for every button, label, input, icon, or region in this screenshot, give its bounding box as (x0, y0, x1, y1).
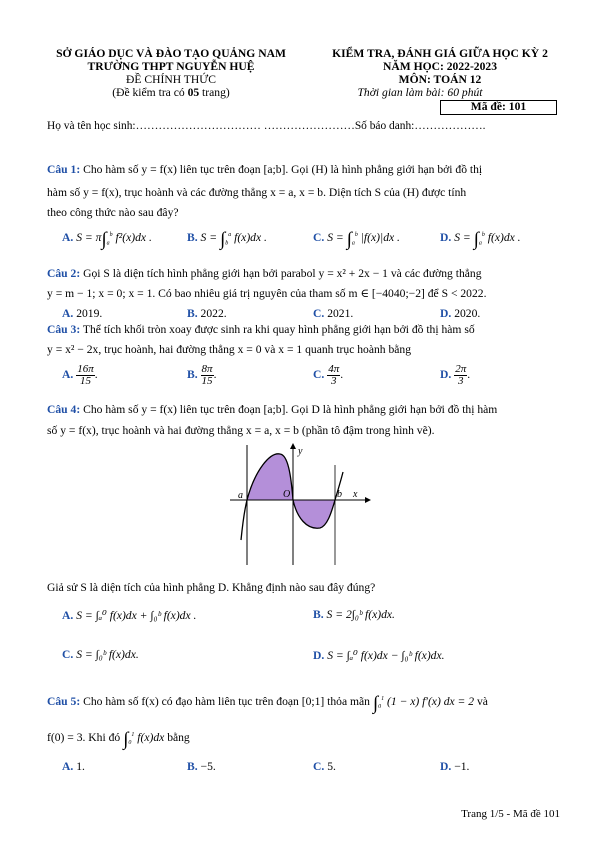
q3-option-c[interactable]: C. $\frac{4\pi}{3}$ . (313, 363, 344, 387)
q5-option-c[interactable]: C. 5. (313, 760, 336, 773)
exam-title: KIỂM TRA, ĐÁNH GIÁ GIỮA HỌC KỲ 2 (332, 47, 548, 60)
q2-option-d[interactable]: D. 2020. (440, 307, 481, 320)
question-5-line-2: f(0) = 3. Khi đó $\int_0^1$ f(x)dx bằng (47, 728, 190, 750)
q3-option-d[interactable]: D. $\frac{2\pi}{3}$ . (440, 363, 471, 387)
y-axis-label: y (298, 446, 303, 457)
school-year: NĂM HỌC: 2022-2023 (383, 60, 497, 73)
q2-option-b[interactable]: B. 2022. (187, 307, 227, 320)
subject: MÔN: TOÁN 12 (398, 73, 482, 86)
question-2-line-1: Gọi S là diện tích hình phẳng giới hạn bởi parabol y = x² + 2x − 1 và các đường thẳng (83, 267, 482, 280)
q1-option-a[interactable]: A. $S = \pi\int_a^b$ f²(x)dx . (62, 229, 152, 250)
question-3-label: Câu 3: (47, 323, 81, 336)
integral-sign: ∫ (101, 229, 107, 250)
question-3-line-2: y = x² − 2x, trục hoành, hai đường thẳng x = 0 và x = 1 quanh trục hoành bằng (47, 343, 412, 356)
integral-sign: ∫ (219, 229, 226, 250)
question-5: Câu 5: Cho hàm số f(x) có đạo hàm liên tục trên đoạn [0;1] thỏa mãn $\int_0^1$ (1 − x) f′(x) dx = 2 và (47, 692, 488, 714)
question-1-line-2: hàm số y = f(x), trục hoành và các đường thẳng x = a, x = b. Diện tích S của (H) được tính (47, 186, 467, 199)
q4-option-a[interactable]: A. S = ∫ₐ⁰ f(x)dx + ∫₀ᵇ f(x)dx . (62, 609, 197, 622)
integral-sign: ∫ (123, 728, 129, 750)
q4-option-d[interactable]: D. S = ∫ₐ⁰ f(x)dx − ∫₀ᵇ f(x)dx. (313, 649, 445, 662)
question-2-label: Câu 2: (47, 267, 81, 280)
q4-option-b[interactable]: B. S = 2∫₀ᵇ f(x)dx. (313, 608, 395, 621)
question-1-line-3: theo công thức nào sau đây? (47, 206, 179, 219)
x-axis-label: x (353, 489, 358, 500)
q1-option-b[interactable]: B. $S = \int_b^a$ f(x)dx . (187, 229, 267, 250)
q1-option-c[interactable]: C. $S = \int_a^b$ |f(x)|dx . (313, 229, 400, 250)
shaded-region-right (293, 500, 335, 528)
question-4-line-2: số y = f(x), trục hoành và hai đường thẳng x = a, x = b (phần tô đậm trong hình vẽ). (47, 424, 435, 437)
question-4 (47, 400, 567, 420)
exam-code-box: Mã đề: 101 (440, 100, 557, 115)
q3-option-b[interactable]: B. $\frac{8\pi}{15}$ . (187, 363, 217, 387)
q5-option-b[interactable]: B. −5. (187, 760, 216, 773)
question-3-line-1: Thể tích khối tròn xoay được sinh ra khi quay hình phẳng giới hạn bởi đồ thị hàm số (82, 323, 475, 336)
question-1-line-1: Cho hàm số y = f(x) liên tục trên đoạn [a;b]. Gọi (H) là hình phẳng giới hạn bởi đồ thị (83, 163, 483, 176)
question-2 (47, 264, 567, 284)
question-2-line-2: y = m − 1; x = 0; x = 1. Có bao nhiêu giá trị nguyên của tham số m ∈ [−4040;−2] để S < 2022. (47, 287, 487, 300)
q5-option-d[interactable]: D. −1. (440, 760, 470, 773)
q2-option-a[interactable]: A. 2019. (62, 307, 103, 320)
question-3 (47, 320, 567, 340)
student-info-line: Họ và tên học sinh:…………………………… ……………………Số báo danh:………………. (47, 120, 486, 132)
origin-label: O (283, 489, 291, 500)
question-1-label: Câu 1: (47, 163, 81, 176)
question-5-label: Câu 5: (47, 694, 81, 708)
school-name: TRƯỜNG THPT NGUYỄN HUỆ (87, 60, 255, 73)
a-label: a (238, 490, 243, 501)
school-department: SỞ GIÁO DỤC VÀ ĐÀO TẠO QUẢNG NAM (56, 47, 286, 60)
page-count-note: (Đề kiểm tra có 05 trang) (112, 86, 230, 99)
time-limit: Thời gian làm bài: 60 phút (357, 86, 483, 99)
function-graph (225, 440, 375, 570)
integral-sign: ∫ (372, 692, 379, 714)
question-4-line-1: Cho hàm số y = f(x) liên tục trên đoạn [a;b]. Gọi D là hình phẳng giới hạn bởi đồ thị hàm (83, 403, 498, 416)
q1-option-d[interactable]: D. $S = \int_a^b$ f(x)dx . (440, 229, 521, 250)
question-4-label: Câu 4: (47, 403, 81, 416)
integral-sign: ∫ (473, 229, 479, 250)
integral-sign: ∫ (346, 229, 352, 250)
question-1 (47, 160, 567, 180)
q3-option-a[interactable]: A. $\frac{16\pi}{15}$ . (62, 363, 98, 387)
page-footer: Trang 1/5 - Mã đề 101 (461, 808, 560, 820)
q4-option-c[interactable]: C. S = ∫₀ᵇ f(x)dx. (62, 648, 139, 661)
question-4-prompt: Giả sử S là diện tích của hình phẳng D. Khẳng định nào sau đây đúng? (47, 581, 376, 594)
q2-option-c[interactable]: C. 2021. (313, 307, 354, 320)
official-label: ĐỀ CHÍNH THỨC (126, 73, 216, 86)
q5-option-a[interactable]: A. 1. (62, 760, 85, 773)
b-label: b (337, 489, 342, 500)
